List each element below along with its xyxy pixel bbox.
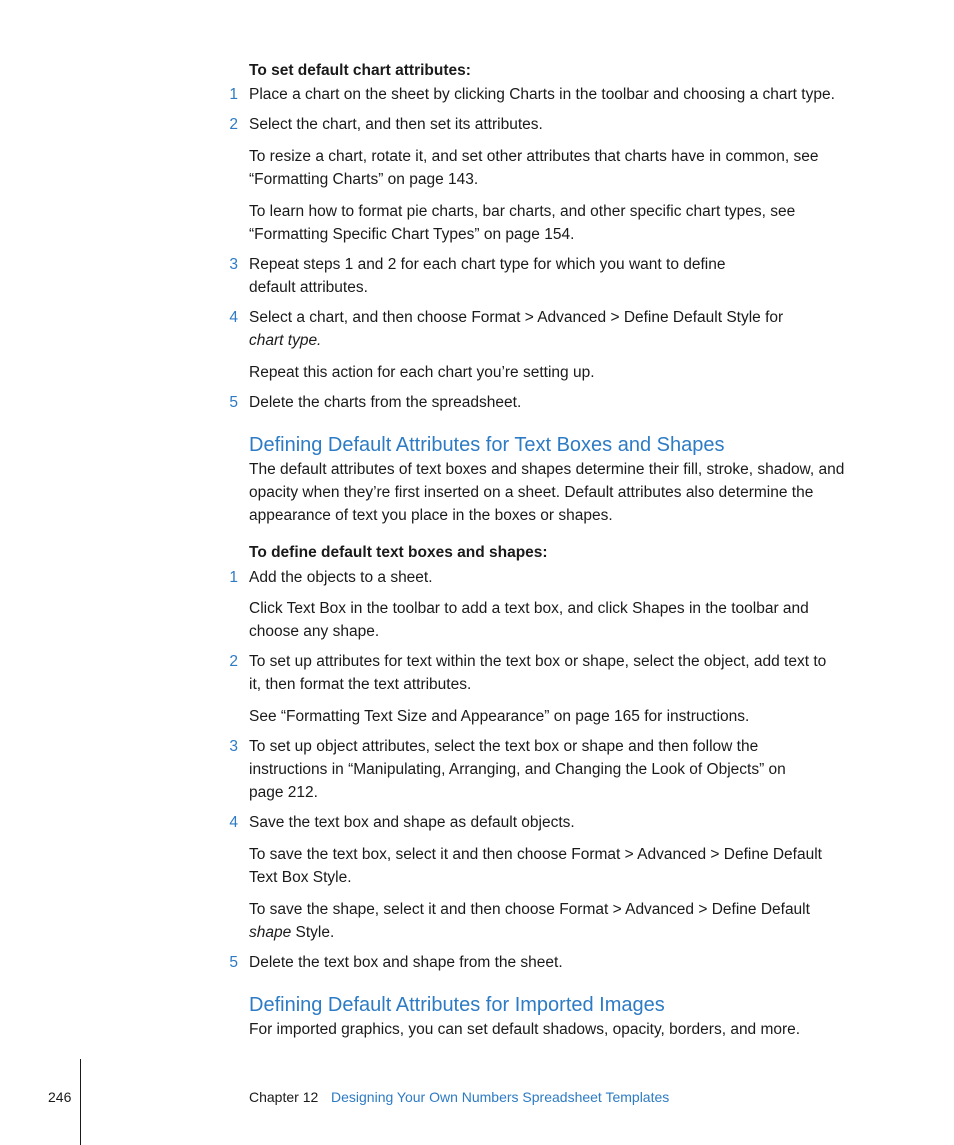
step-text: To set up attributes for text within the text box or shape, select the object, add text to xyxy=(249,653,827,670)
step-text: default attributes. xyxy=(249,279,368,296)
step-text: To set up object attributes, select the text box or shape and then follow the xyxy=(249,738,759,755)
step-text: Delete the text box and shape from the sheet. xyxy=(249,954,563,971)
step-text: chart type. xyxy=(249,332,322,349)
italic-term: shape xyxy=(249,924,292,941)
step-number: 1 xyxy=(229,569,238,586)
step-text: instructions in “Manipulating, Arranging, and Changing the Look of Objects” on xyxy=(249,761,786,778)
footer-chapter: Chapter 12 xyxy=(249,1089,319,1105)
step-number: 1 xyxy=(229,86,238,103)
step-number: 2 xyxy=(229,116,238,133)
step-text: page 212. xyxy=(249,784,318,801)
step-number: 4 xyxy=(229,814,238,831)
paragraph-line: appearance of text you place in the boxes or shapes. xyxy=(249,507,613,524)
procedure-heading: To define default text boxes and shapes: xyxy=(249,544,548,561)
note-text: choose any shape. xyxy=(249,623,380,640)
note-text: “Formatting Specific Chart Types” on page 154. xyxy=(249,226,575,243)
step-text: Save the text box and shape as default objects. xyxy=(249,814,575,831)
step-number: 2 xyxy=(229,653,238,670)
footer-divider xyxy=(80,1059,81,1145)
note-text: To save the shape, select it and then choose Format > Advanced > Define Default xyxy=(249,901,810,918)
step-text: Select the chart, and then set its attributes. xyxy=(249,116,543,133)
step-text: Select a chart, and then choose Format > Advanced > Define Default Style for xyxy=(249,309,784,326)
note-text: To learn how to format pie charts, bar charts, and other specific chart types, see xyxy=(249,203,796,220)
section-heading: Defining Default Attributes for Text Boxes and Shapes xyxy=(249,434,725,456)
step-number: 3 xyxy=(229,738,238,755)
section-heading: Defining Default Attributes for Imported Images xyxy=(249,994,665,1016)
step-text: Place a chart on the sheet by clicking Charts in the toolbar and choosing a chart type. xyxy=(249,86,835,103)
procedure-heading: To set default chart attributes: xyxy=(249,62,471,79)
note-text: To save the text box, select it and then choose Format > Advanced > Define Default xyxy=(249,846,822,863)
note-text: Click Text Box in the toolbar to add a text box, and click Shapes in the toolbar and xyxy=(249,600,809,617)
step-number: 4 xyxy=(229,309,238,326)
step-number: 5 xyxy=(229,394,238,411)
note-text: “Formatting Charts” on page 143. xyxy=(249,171,479,188)
step-text: Add the objects to a sheet. xyxy=(249,569,433,586)
paragraph-line: The default attributes of text boxes and shapes determine their fill, stroke, shadow, and xyxy=(249,461,845,478)
note-text-rest: Style. xyxy=(291,924,335,941)
note-text: See “Formatting Text Size and Appearance” on page 165 for instructions. xyxy=(249,708,750,725)
note-text: Text Box Style. xyxy=(249,869,352,886)
step-number: 5 xyxy=(229,954,238,971)
step-text: it, then format the text attributes. xyxy=(249,676,472,693)
paragraph-line: For imported graphics, you can set default shadows, opacity, borders, and more. xyxy=(249,1021,801,1038)
step-text: Delete the charts from the spreadsheet. xyxy=(249,394,522,411)
paragraph-line: opacity when they’re first inserted on a sheet. Default attributes also determine the xyxy=(249,484,814,501)
note-text: To resize a chart, rotate it, and set other attributes that charts have in common, see xyxy=(249,148,819,165)
step-number: 3 xyxy=(229,256,238,273)
step-text: Repeat steps 1 and 2 for each chart type for which you want to define xyxy=(249,256,726,273)
note-text xyxy=(249,921,334,944)
note-text: Repeat this action for each chart you’re setting up. xyxy=(249,364,595,381)
footer-chapter-title: Designing Your Own Numbers Spreadsheet Templates xyxy=(331,1089,670,1105)
page-number: 246 xyxy=(48,1089,72,1105)
